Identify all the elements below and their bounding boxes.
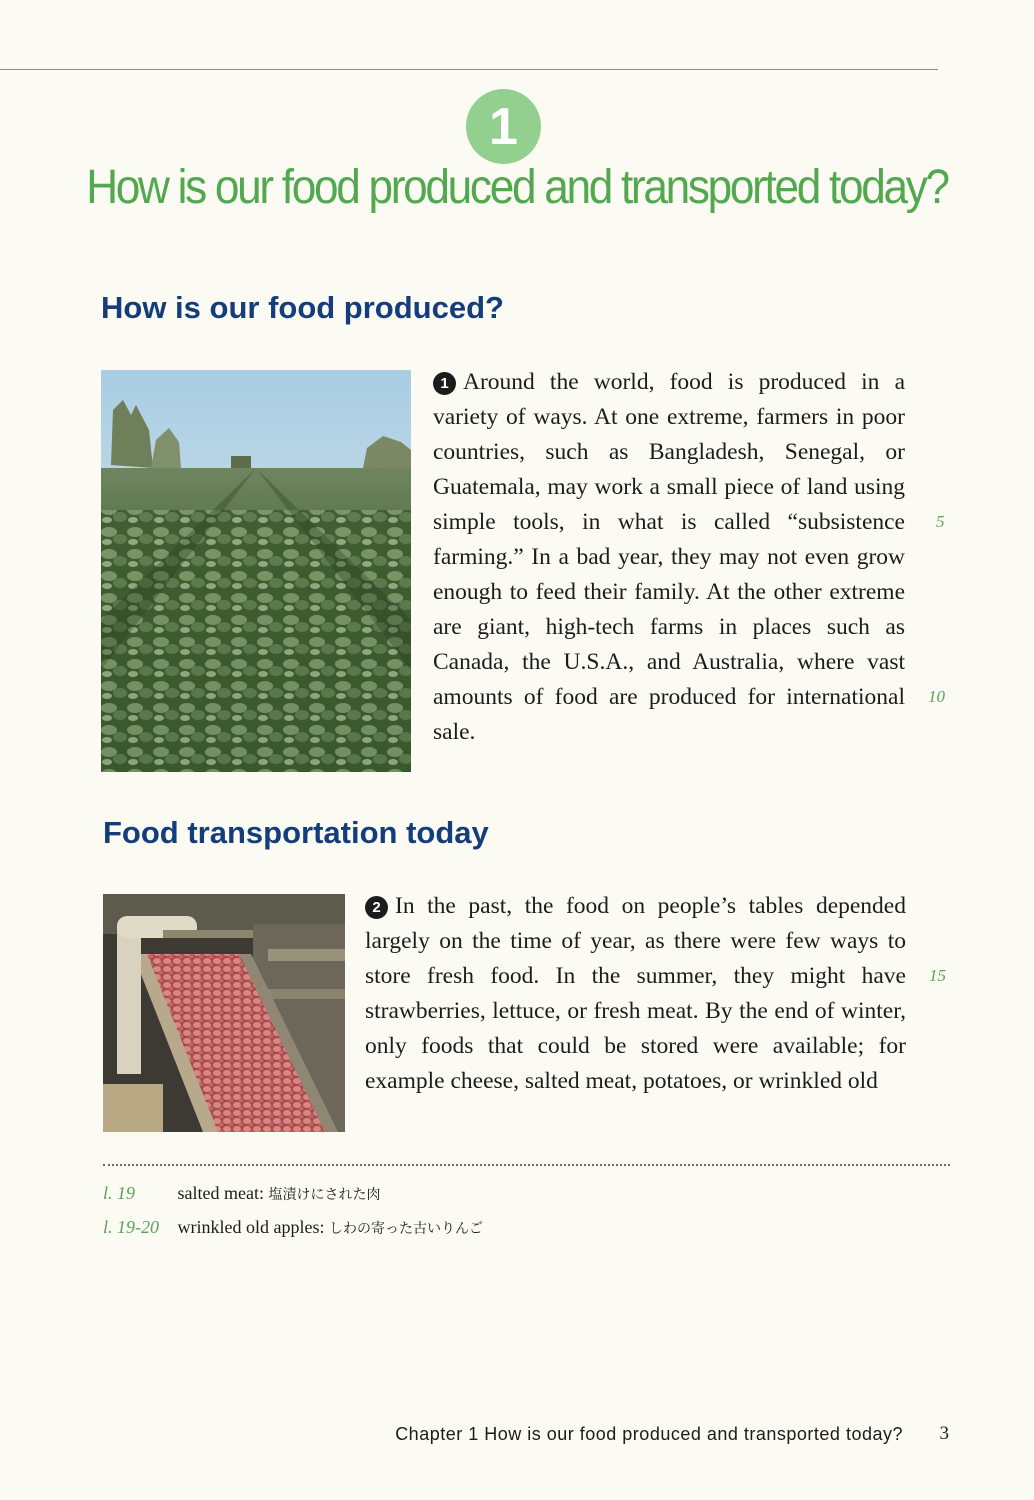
section-heading-food-transportation: Food transportation today: [103, 815, 489, 850]
paragraph-number-2: 2: [365, 896, 388, 919]
line-number-5: 5: [936, 512, 945, 531]
footnote-1-term: salted meat:: [177, 1183, 264, 1203]
top-rule: [0, 69, 938, 70]
potato-conveyor-photo: [103, 894, 345, 1132]
paragraph-2-text: In the past, the food on people’s tables depended largely on the time of year, as there were few ways to store fresh food. In the summer, they might have strawberries, lettuce, or fresh meat. By the end of winter, only foods that could be stored were available; for example cheese, salted meat, potatoes, or wrinkled old: [365, 893, 906, 1094]
footnote-2: [103, 1217, 483, 1238]
paragraph-1-text: Around the world, food is produced in a variety of ways. At one extreme, farmers in poor countries, such as Bangladesh, Senegal, or Guatemala, may work a small piece of land using simple tools, in what is called “subsistence farming.” In a bad year, they may not even grow enough to feed their family. At the other extreme are giant, high-tech farms in places such as Canada, the U.S.A., and Australia, where vast amounts of food are produced for international sale.: [433, 369, 905, 745]
footnote-2-ref: l. 19-20: [103, 1217, 159, 1237]
footnote-1-ref: l. 19: [103, 1183, 136, 1203]
field-of-crops-photo: [101, 370, 411, 772]
running-footer: Chapter 1 How is our food produced and transported today?: [395, 1424, 903, 1444]
chapter-title: How is our food produced and transported today?: [86, 161, 948, 214]
footnote-1-gloss: 塩漬けにされた肉: [268, 1187, 381, 1203]
footnote-2-term: wrinkled old apples:: [177, 1217, 325, 1237]
footnote-1: [103, 1183, 380, 1204]
page-number: 3: [939, 1423, 949, 1444]
footnote-2-gloss: しわの寄った古いりんご: [328, 1221, 483, 1237]
line-number-10: 10: [928, 687, 945, 706]
footnote-divider: [103, 1164, 950, 1166]
paragraph-1: [433, 365, 905, 750]
chapter-number-badge: 1: [466, 89, 541, 164]
section-heading-food-produced: How is our food produced?: [101, 290, 504, 325]
paragraph-number-1: 1: [433, 372, 456, 395]
line-number-15: 15: [929, 966, 946, 985]
paragraph-2: [365, 889, 906, 1099]
